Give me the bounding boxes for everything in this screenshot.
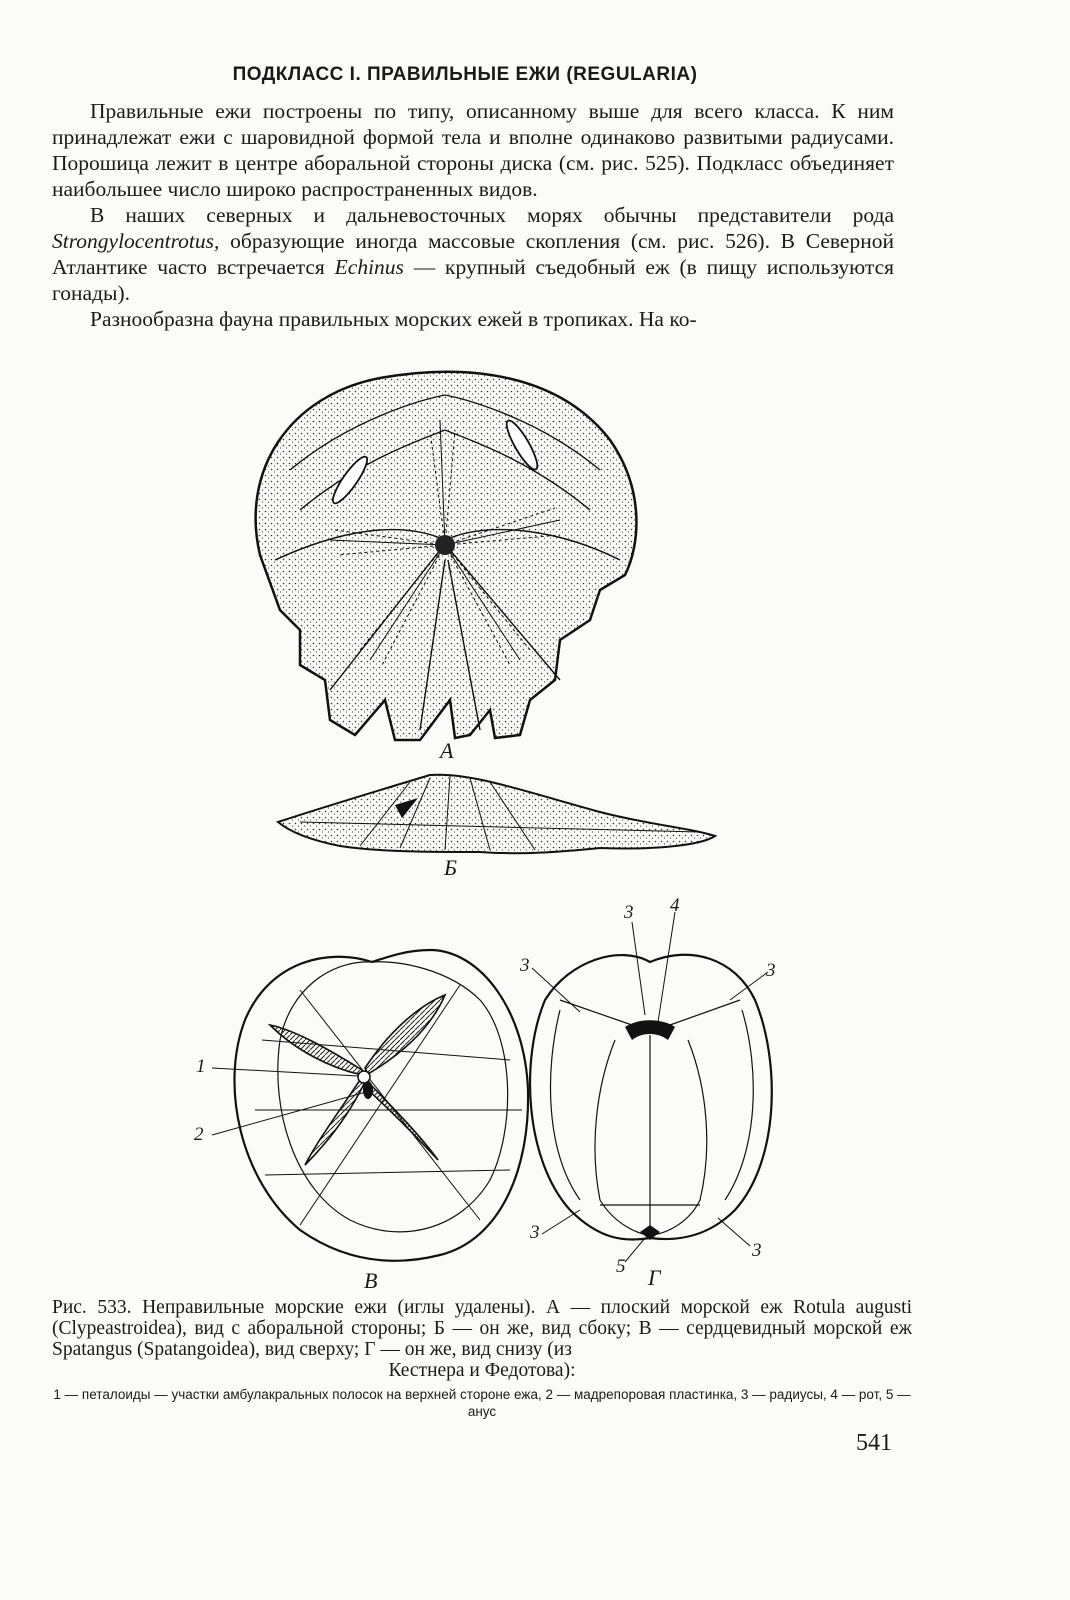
panel-label-v: В xyxy=(364,1268,378,1293)
callout-v1: 1 xyxy=(196,1056,206,1077)
paragraph-1: Правильные ежи построены по типу, описанному выше для всего класса. К ним принадлежат ежи с шаровидной формой тела и вполне одинаково развитыми радиусами. Порошица лежит в центре аборальной стороны диска (см. рис. 525). Подкласс объединяет наибольшее число широко распространенных видов. xyxy=(52,99,894,201)
figure-legend: 1 — петалоиды — участки амбулакральных полосок на верхней стороне ежа, 2 — мадрепоровая пластинка, 3 — радиусы, 4 — рот, 5 — анус xyxy=(53,1387,911,1419)
panel-label-b: Б xyxy=(444,855,457,880)
callout-g3-bottom-right: 3 xyxy=(752,1240,762,1261)
figure-caption xyxy=(52,1297,912,1381)
paragraph-2-text-a: В наших северных и дальневосточных морях обычны представители рода xyxy=(90,203,894,227)
paragraph-2-text-b: образующие иногда массовые скопления (см. рис. 526). В Северной Атлантике часто встречается xyxy=(52,229,894,279)
callout-g5: 5 xyxy=(616,1256,626,1277)
callout-g4: 4 xyxy=(670,895,680,916)
callout-g3-right: 3 xyxy=(766,960,776,981)
genus-strongylocentrotus: Strongylocentrotus, xyxy=(52,229,220,253)
spatangus-top-drawing xyxy=(212,950,528,1261)
callout-g3-left: 3 xyxy=(520,955,530,976)
panel-label-g: Г xyxy=(648,1265,661,1290)
rotula-side-drawing xyxy=(278,775,715,854)
spatangus-bottom-drawing xyxy=(530,912,772,1262)
paragraph-2-text-c: — крупный съедобный еж (в пищу используются гонады). xyxy=(52,255,895,305)
caption-line-2: Кестнера и Федотова): xyxy=(388,1360,576,1381)
rotula-aboral-drawing xyxy=(256,372,637,740)
callout-g3-top: 3 xyxy=(624,902,634,923)
genus-echinus: Echinus xyxy=(334,255,404,279)
callout-v2: 2 xyxy=(194,1124,204,1145)
caption-line-1: Рис. 533. Неправильные морские ежи (иглы удалены). А — плоский морской еж Rotula augusti (Clypeastroidea), вид с аборальной стороны; Б — он же, вид сбоку; В — сердцевидный морской еж Spatangus (Spatangoidea), вид сверху; Г — он же, вид снизу (из xyxy=(52,1297,912,1360)
page-number: 541 xyxy=(856,1430,892,1456)
paragraph-3: Разнообразна фауна правильных морских ежей в тропиках. На ко- xyxy=(90,307,697,331)
callout-g3-bottom-left: 3 xyxy=(530,1222,540,1243)
section-heading: ПОДКЛАСС I. ПРАВИЛЬНЫЕ ЕЖИ (REGULARIA) xyxy=(232,64,698,85)
panel-label-a: А xyxy=(440,738,454,763)
